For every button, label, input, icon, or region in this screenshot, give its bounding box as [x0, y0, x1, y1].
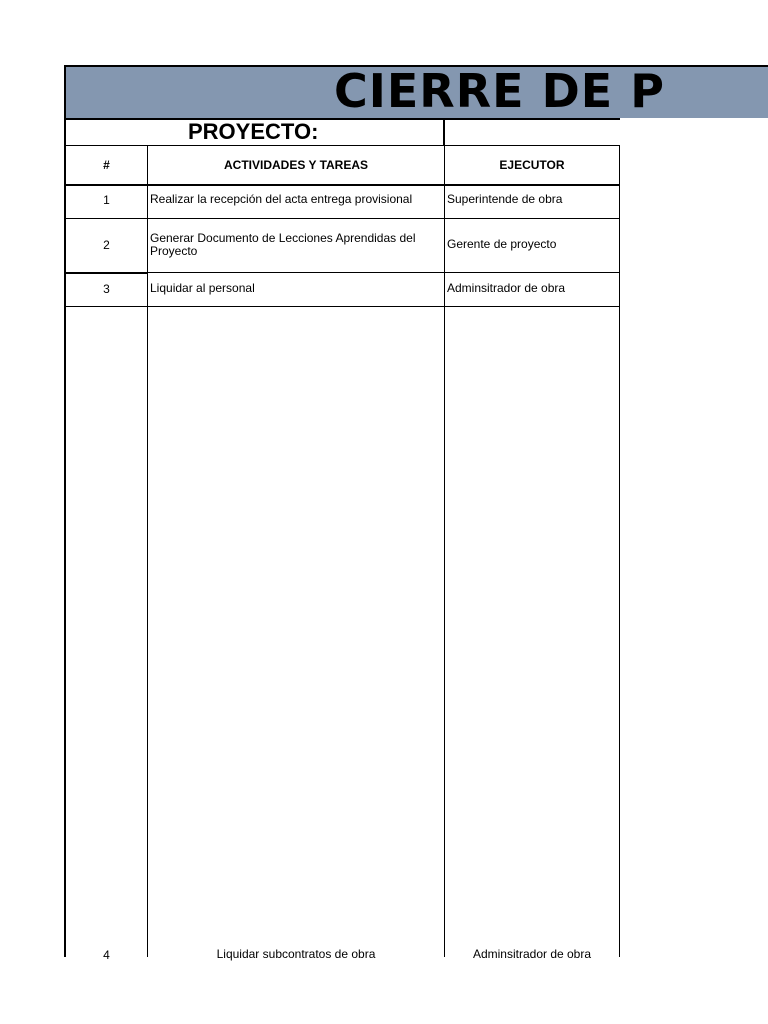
grid-line: [619, 146, 620, 957]
row-executor: Adminsitrador de obra: [472, 947, 592, 961]
row-executor: Superintende de obra: [447, 192, 563, 206]
grid-line: [64, 272, 148, 274]
row-task: Realizar la recepción del acta entrega provisional: [150, 192, 413, 206]
row-executor: Gerente de proyecto: [447, 237, 557, 251]
column-header-tasks: ACTIVIDADES Y TAREAS: [223, 158, 369, 172]
grid-line: [147, 272, 620, 273]
column-header-number: #: [103, 158, 110, 172]
row-task: Liquidar subcontratos de obra: [216, 947, 376, 961]
document-title: CIERRE DE P: [334, 64, 665, 118]
project-label: PROYECTO:: [188, 119, 319, 144]
row-task: Generar Documento de Lecciones Aprendidas del Proyecto: [150, 231, 416, 258]
grid-line: [64, 118, 620, 120]
row-number: 4: [103, 948, 110, 962]
row-executor: Adminsitrador de obra: [447, 281, 566, 295]
page-bottom-clip: [0, 940, 768, 962]
grid-line: [443, 120, 445, 146]
grid-line: [147, 146, 148, 957]
row-number: 2: [103, 238, 110, 252]
grid-line: [444, 146, 445, 957]
row-task: Liquidar al personal: [150, 281, 255, 295]
row-number: 1: [103, 193, 110, 207]
row-number: 3: [103, 282, 110, 296]
column-header-executor: EJECUTOR: [499, 158, 565, 172]
title-clip: [64, 64, 665, 118]
